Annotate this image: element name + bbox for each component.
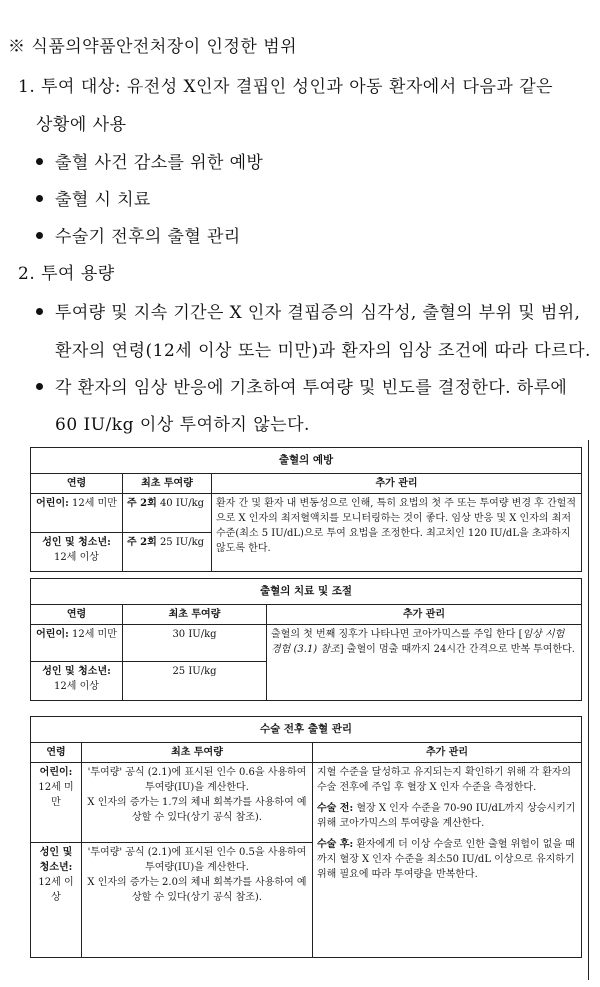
column-header: 추가 관리 [267,605,582,625]
table-row [31,494,582,533]
section2-bullet: 각 환자의 임상 반응에 기초하여 투여량 및 빈도를 결정한다. 하루에 [36,373,567,398]
age-cell: 어린이: 12세 미만 [31,494,123,533]
management-cell: 환자 간 및 환자 내 변동성으로 인해, 특히 요법의 첫 주 또는 투여량 변경 후 간헐적으로 X 인자의 최저혈액치를 모니터링하는 것이 좋다. 임상 반응 및 X 인자의 최저 수준(최소 5 IU/dL)으로 투여 요법을 조정한다. 최고치인 120 IU/dL을 초과하지 않도록 한다. [212,494,582,572]
dose-cell: 30 IU/kg [123,625,267,662]
section2-bullet-cont: 환자의 연령(12세 이상 또는 미만)과 환자의 임상 조건에 따라 다르다. [55,341,591,361]
age-cell: 어린이: 12세 미만 [31,763,82,843]
table-caption: 수술 전후 출혈 관리 [31,717,582,743]
margin-rule [588,440,589,980]
age-cell: 성인 및 청소년: 12세 이상 [31,533,123,572]
treatment-table [30,578,582,701]
column-header: 추가 관리 [313,743,582,763]
table-caption: 출혈의 예방 [31,448,582,474]
column-header: 최초 투여량 [123,605,267,625]
section1-bullet: 출혈 시 치료 [36,185,151,210]
bullet-dot-icon [36,308,43,315]
section2-title: 2. 투여 용량 [18,264,115,284]
column-header: 최초 투여량 [82,743,313,763]
column-header: 연령 [31,743,82,763]
management-cell: 출혈의 첫 번째 징후가 나타나면 코아가믹스를 주입 한다 [임상 시험 경험 (3.1) 참조] 출혈이 멈출 때까지 24시간 간격으로 반복 투여한다. [267,625,582,701]
dose-cell: '투여량' 공식 (2.1)에 표시된 인수 0.5을 사용하여 투여량(IU)을 계산한다. X 인자의 증가는 2.0의 체내 회복가를 사용하여 예상할 수 있다(상기 공식 참조). [82,843,313,958]
dose-cell: '투여량' 공식 (2.1)에 표시된 인수 0.6을 사용하여 투여량(IU)을 계산한다. X 인자의 증가는 1.7의 체내 회복가를 사용하여 예상할 수 있다(상기 공식 참조). [82,763,313,843]
bullet-dot-icon [36,232,43,239]
age-cell: 어린이: 12세 미만 [31,625,123,662]
column-header: 연령 [31,605,123,625]
age-cell: 성인 및 청소년: 12세 이상 [31,662,123,701]
bullet-dot-icon [36,383,43,390]
table-caption: 출혈의 치료 및 조절 [31,579,582,605]
age-cell: 성인 및 청소년: 12세 이상 [31,843,82,958]
bullet-dot-icon [36,195,43,202]
dose-cell: 25 IU/kg [123,662,267,701]
table-row [31,625,582,662]
section1-title: 1. 투여 대상: 유전성 X인자 결핍인 성인과 아동 환자에서 다음과 같은 [18,77,554,97]
dose-cell: 주 2회 40 IU/kg [123,494,212,533]
column-header: 최초 투여량 [123,474,212,494]
prevention-table [30,447,582,572]
perioperative-table [30,716,582,958]
dose-cell: 주 2회 25 IU/kg [123,533,212,572]
section2-bullet-cont: 60 IU/kg 이상 투여하지 않는다. [55,415,310,435]
section1-bullet: 출혈 사건 감소를 위한 예방 [36,148,263,173]
column-header: 추가 관리 [212,474,582,494]
bullet-dot-icon [36,158,43,165]
document-header: ※ 식품의약품안전처장이 인정한 범위 [8,37,298,57]
section1-bullet: 수술기 전후의 출혈 관리 [36,222,241,247]
table-row [31,763,582,843]
management-cell: 지혈 수준을 달성하고 유지되는지 확인하기 위해 각 환자의 수술 전후에 주입 후 혈장 X 인자 수준을 측정한다. 수술 전: 혈장 X 인자 수준을 70-90 IU/dL까지 상승시키기 위해 코아가믹스의 투여량을 계산한다. 수술 후: 환자에게 더 이상 수술로 인한 출혈 위험이 없을 때까지 혈장 X 인자 수준을 최소50 IU/dL 이상으로 유지하기 위해 필요에 따라 투여량을 반복한다. [313,763,582,958]
column-header: 연령 [31,474,123,494]
section2-bullet: 투여량 및 지속 기간은 X 인자 결핍증의 심각성, 출혈의 부위 및 범위, [36,298,580,323]
section1-title-cont: 상황에 사용 [36,115,127,135]
